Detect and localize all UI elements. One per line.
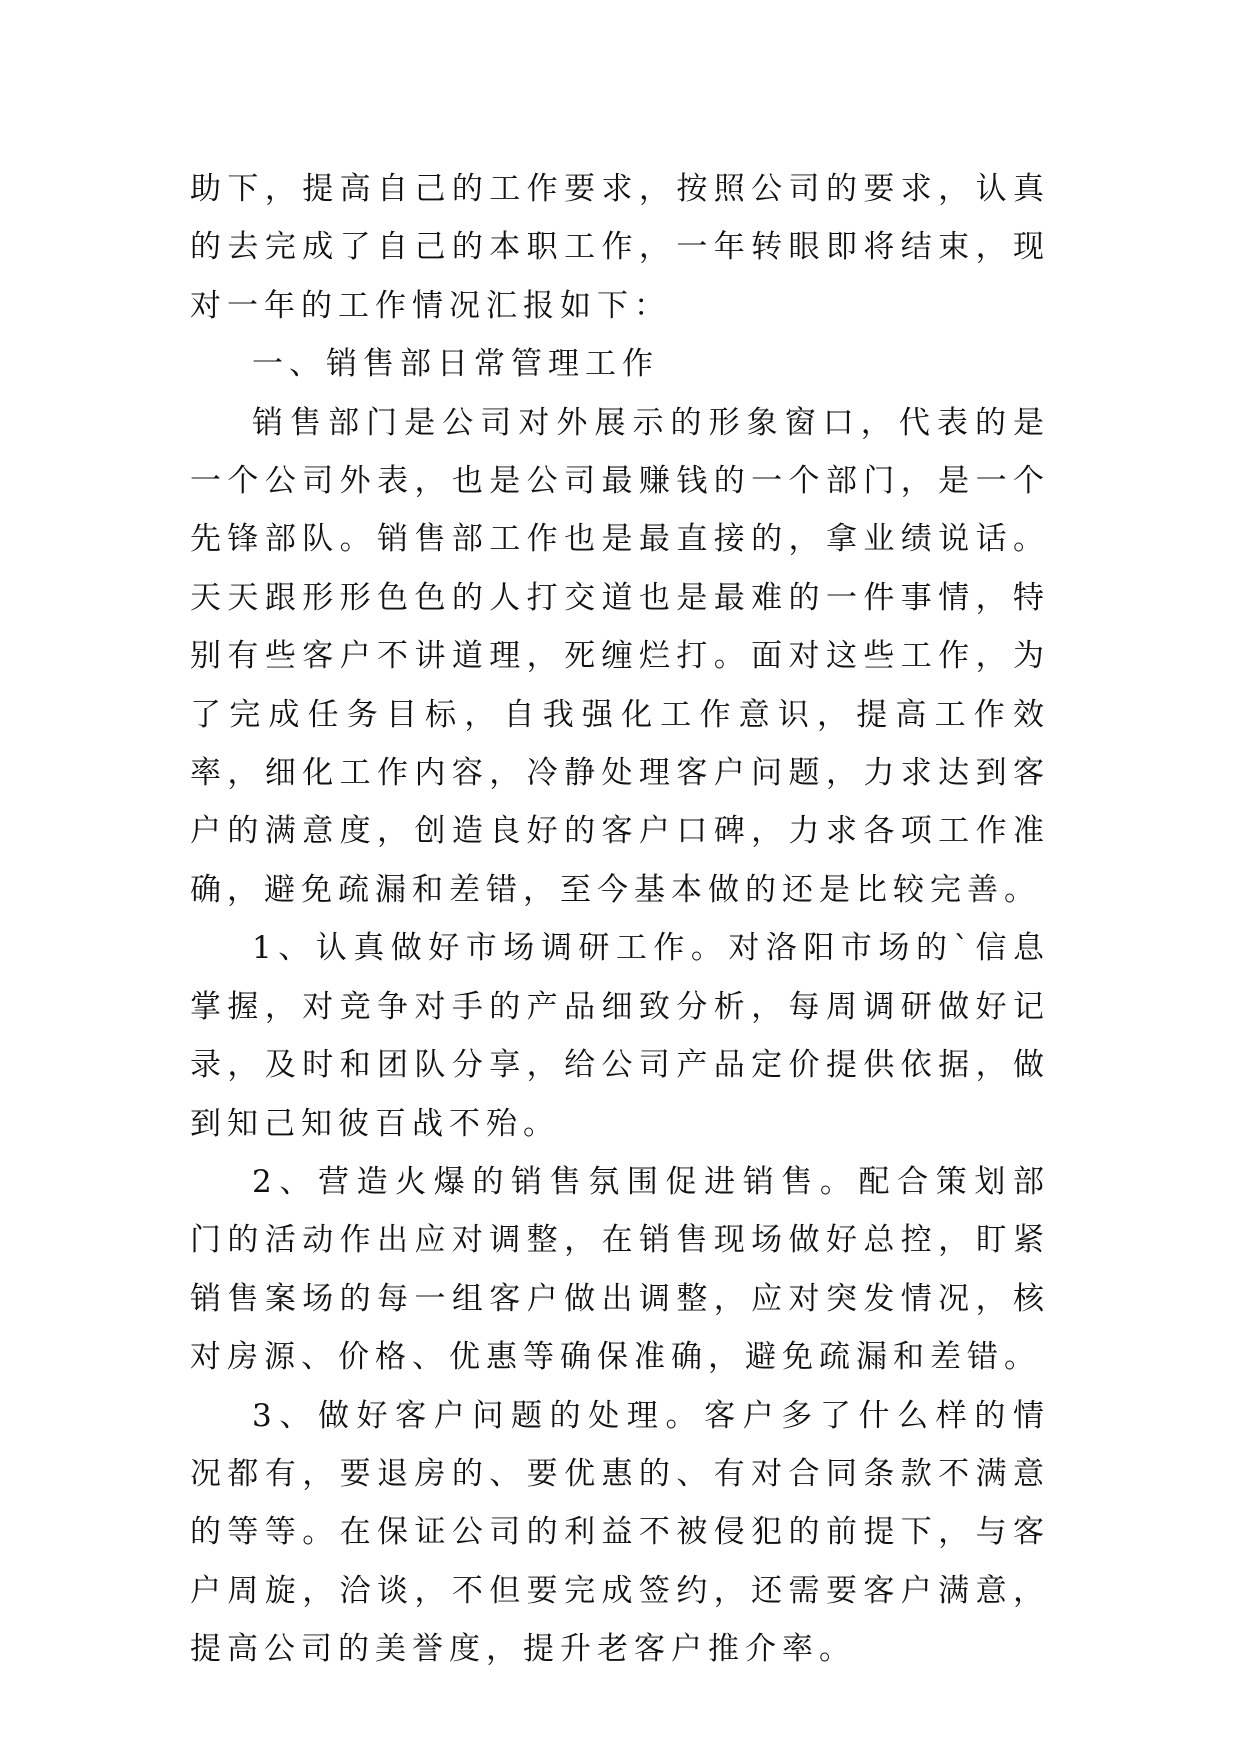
list-item-customer-issues: 3、做好客户问题的处理。客户多了什么样的情况都有，要退房的、要优惠的、有对合同条款不满意的等等。在保证公司的利益不被侵犯的前提下，与客户周旋，洽谈，不但要完成签约，还需要客户满意，提高公司的美誉度，提升老客户推介率。 [190, 1397, 1050, 1668]
list-item-market-research: 1、认真做好市场调研工作。对洛阳市场的`信息掌握，对竞争对手的产品细致分析，每周调研做好记录，及时和团队分享，给公司产品定价提供依据，做到知己知彼百战不殆。 [190, 930, 1050, 1142]
paragraph-intro: 助下，提高自己的工作要求，按照公司的要求，认真的去完成了自己的本职工作，一年转眼即将结束，现对一年的工作情况汇报如下： [190, 171, 1050, 324]
document-body [190, 160, 1050, 1679]
list-item-sales-atmosphere: 2、营造火爆的销售氛围促进销售。配合策划部门的活动作出应对调整，在销售现场做好总控，盯紧销售案场的每一组客户做出调整，应对突发情况，核对房源、价格、优惠等确保准确，避免疏漏和差错。 [190, 1163, 1050, 1376]
paragraph-sales-department: 销售部门是公司对外展示的形象窗口，代表的是一个公司外表，也是公司最赚钱的一个部门，是一个先锋部队。销售部工作也是最直接的，拿业绩说话。天天跟形形色色的人打交道也是最难的一件事情，特别有些客户不讲道理，死缠烂打。面对这些工作，为了完成任务目标，自我强化工作意识，提高工作效率，细化工作内容，冷静处理客户问题，力求达到客户的满意度，创造良好的客户口碑，力求各项工作准确，避免疏漏和差错，至今基本做的还是比较完善。 [190, 404, 1050, 908]
section-heading: 一、销售部日常管理工作 [252, 346, 659, 383]
